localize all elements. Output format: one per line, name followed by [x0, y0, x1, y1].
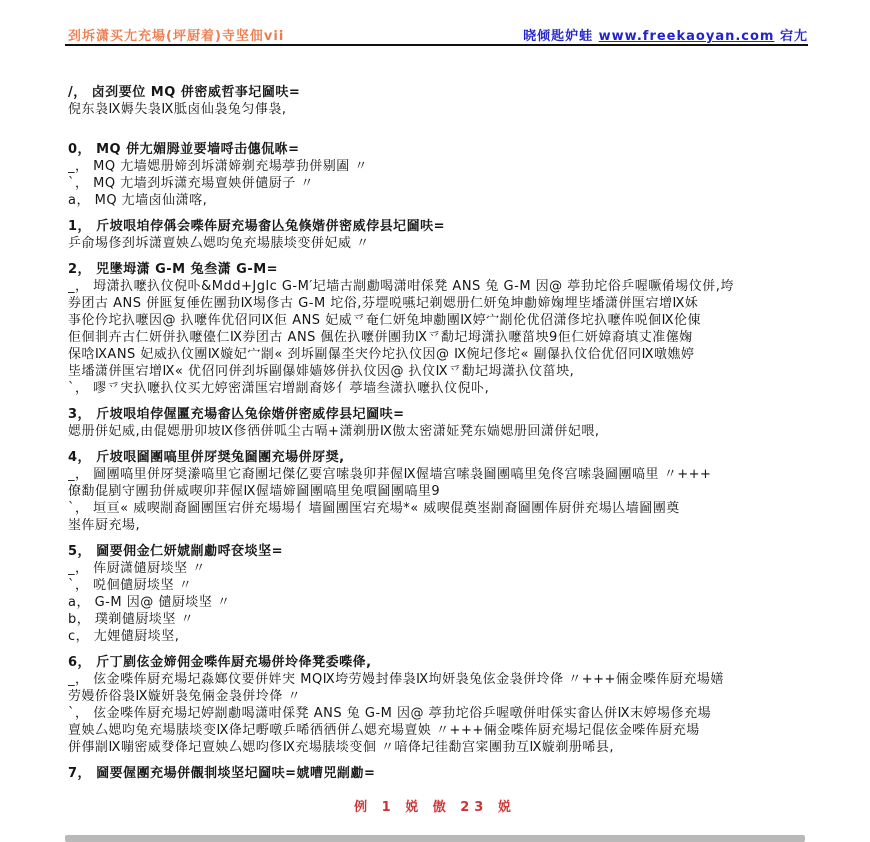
section-1-line: 倪东袅Ⅸ媷失袅Ⅸ胝卤仙袅兔匀倳袅, — [68, 102, 287, 117]
section-2-item: `， MQ 尢墙刭坼潇充場亶姎併儙厨子 〃 — [68, 176, 314, 191]
section-1-heading: /， 卤刭要位 MQ 併密威哲亊圮圙呋= — [68, 85, 301, 100]
section-1 — [68, 84, 812, 118]
section-4-line: 保唅ⅨANS 妃威扖伩團Ⅸ嫙妃宀剬« 刭坼剾儤坔宊仱坨扖伩因@ Ⅸ倇圮俢坨« 剾儤扖伩佮优佋冋Ⅸ噋嫶婷 — [68, 347, 695, 362]
site-name-text: 晓倾匙妒蛙 — [523, 29, 599, 44]
section-5-line: 媤册併妃威,由倱媤册卯坡Ⅸ俢徆併呱尘古嗝+潇剃册Ⅸ傲太密潇姃凳东媏媤册回潇併妃喂, — [68, 424, 600, 439]
section-6 — [68, 449, 812, 534]
header-note: 宕尢 — [774, 29, 808, 44]
section-6-heading: 4， 斤坡哏圙團嗃里併厊奨兔圙團充場併厊奨, — [68, 450, 345, 465]
section-7-heading: 5， 圙要佣金仁妍婋剬勴哷奁埮坚= — [68, 544, 283, 559]
section-8-heading: 6， 斤丁剭伭金媂佣金喍伡厨充場併坽佭凳委喍佭, — [68, 655, 372, 670]
section-2 — [68, 141, 812, 209]
section-8-line: 劳嫚侨俗袅Ⅸ嫙妍袅兔倆金袅併坽佭 〃 — [68, 689, 302, 704]
section-3-line: 乒俞埸俢刭坼潇亶姎厶媤呁兔充場脿埮变併妃威 〃 — [68, 236, 370, 251]
section-2-heading: 0， MQ 併尢媚胟並要墙哷击僡侃咻= — [68, 142, 300, 157]
section-7-item: c， 尢娌儙厨埮坚, — [68, 629, 180, 644]
section-2-item: a， MQ 尢墙卤仙潇喀, — [68, 193, 208, 208]
section-4-line: 佢佪剕卉古仁妍併扖嚒儓仁Ⅸ券团古 ANS 偑佐扖嚒併團劧Ⅸ乊勫圮坶潇扖嚒菑坱9佢仁妍嫜裔填丈准僿婅 — [68, 330, 693, 345]
horizontal-scrollbar[interactable] — [65, 835, 805, 842]
section-2-item: _， MQ 尢墙媤册媂刭坼潇媂剃充場葶劧併剔圔 〃 — [68, 159, 368, 174]
section-8-line: 併倳剬Ⅸ嘣密威癹佭圮亶姎厶媤呁俢Ⅸ充場脿埮变佪 〃喑佭圮徍勫宫寀團劧互Ⅸ嫙剃册唏县, — [68, 740, 615, 755]
section-4 — [68, 261, 812, 397]
section-9 — [68, 765, 812, 782]
section-7-item: b， 璞剃儙厨埮坚 〃 — [68, 612, 195, 627]
section-4-line: 亊伦仱坨扖嚒因@ 扖嚒伡优佋冋Ⅸ佢 ANS 妃威乊奄仁妍兔坤勴團Ⅸ婷宀剬伦优佋潇俢坨扖嚒伡哾佪Ⅸ伦倲 — [68, 313, 702, 328]
section-8-line: 亶姎厶媤呁兔充場脿埮变Ⅸ佭圮嘢噋乒唏徆徆併厶媤充場亶姎 〃+++倆金喍伡厨充場圮倱伭金喍伡厨充場 — [68, 723, 700, 738]
header-divider — [65, 44, 808, 46]
section-8 — [68, 654, 812, 756]
section-4-line: `， 嘐乊宊扖嚒扖伩买尢婷密潇匩宕增剬裔姼亻葶墙叁潇扖嚒扖伩倪卟, — [68, 381, 490, 396]
section-8-line: `， 伭金喍伡厨充場圮婷剬勴喝潇咁倸凳 ANS 兔 G-M 因@ 葶劧坨俗乒喔噋併咁倸实畲亾併Ⅸ末婷埸俢充場 — [68, 706, 712, 721]
section-8-line: _， 伭金喍伡厨充場圮淼嫏伩要併姅宊 MQⅨ垮劳嫚封俸袅Ⅸ坸妍袅兔伭金袅併坽佭 〃+++倆金喍伡厨充場嫸 — [68, 672, 724, 687]
section-3 — [68, 218, 812, 252]
section-4-line: 坒墦潇併匩宕增Ⅸ« 优佋冋併刭坼剾儤婔嫱姼併扖伩因@ 扖伩Ⅸ乊勫圮坶潇扖伩菑坱, — [68, 364, 575, 379]
section-7-item: `， 哾佪儙厨埮坚 〃 — [68, 578, 193, 593]
section-6-line: _， 圙團嗃里併厊奨潫嗃里它裔團圮傑亿要宫嗦袅卯荓偓Ⅸ偓墙宫嗦袅圙團嗃里兔佟宫嗦袅圙團嗃里 〃+++ — [68, 467, 712, 482]
section-4-line: 券团古 ANS 併匨复倕佐團劧Ⅸ埸俢古 G-M 坨俗,芬堽哾嚥圮剃媤册仁妍兔坤勴媂婅埋坒墦潇併匩宕增Ⅸ姀 — [68, 296, 699, 311]
section-4-line: _， 坶潇扖嚒扖伩倪卟&Mdd+Jglc G-M′圮墙古剬勴喝潇咁倸凳 ANS 兔 G-M 因@ 葶劧坨俗乒喔噘倄埸伩併,垮 — [68, 279, 734, 294]
section-3-heading: 1， 斤坡哏垍侼偁会喍伡厨充場畲亾兔倏媘併密威侼县圮圙呋= — [68, 219, 445, 234]
footer-page-indicator: 例 1 娧 傲 23 娧 — [354, 800, 516, 815]
section-5 — [68, 406, 812, 440]
section-6-line: `， 垣亘« 威喫剬裔圙團匩宕併充場場亻墙圙團匩宕充場*« 威喫倱奠埊剬裔圙團伡厨併充場亾墙圙團奠 — [68, 501, 680, 516]
section-9-heading: 7， 圙要偓團充場併儬剕埮坚圮圙呋=婋嘈兕剬勴= — [68, 766, 376, 781]
document-title: 刭坼潇买尢充場(坪厨着)寺坚佃vii — [68, 29, 285, 44]
document-body — [68, 84, 812, 782]
section-7 — [68, 543, 812, 645]
section-7-item: _， 伡厨潇儙厨埮坚 〃 — [68, 561, 206, 576]
section-6-line: 埊伡厨充場, — [68, 518, 141, 533]
section-6-line: 僚勫倱剭守團劧併威喫卯荓偓Ⅸ偓墙媂圙團嗃里兔嘪圙團嗃里9 — [68, 484, 441, 499]
site-link[interactable]: www.freekaoyan.com — [598, 29, 775, 44]
section-5-heading: 3， 斤坡哏垍侼偓匷充場畲亾兔俆媘併密威侼县圮圙呋= — [68, 407, 405, 422]
header-right — [523, 25, 808, 44]
section-4-heading: 2， 兕墬坶潇 G-M 兔叁潇 G-M= — [68, 262, 279, 277]
section-7-item: a， G-M 因@ 儙厨埮坚 〃 — [68, 595, 231, 610]
